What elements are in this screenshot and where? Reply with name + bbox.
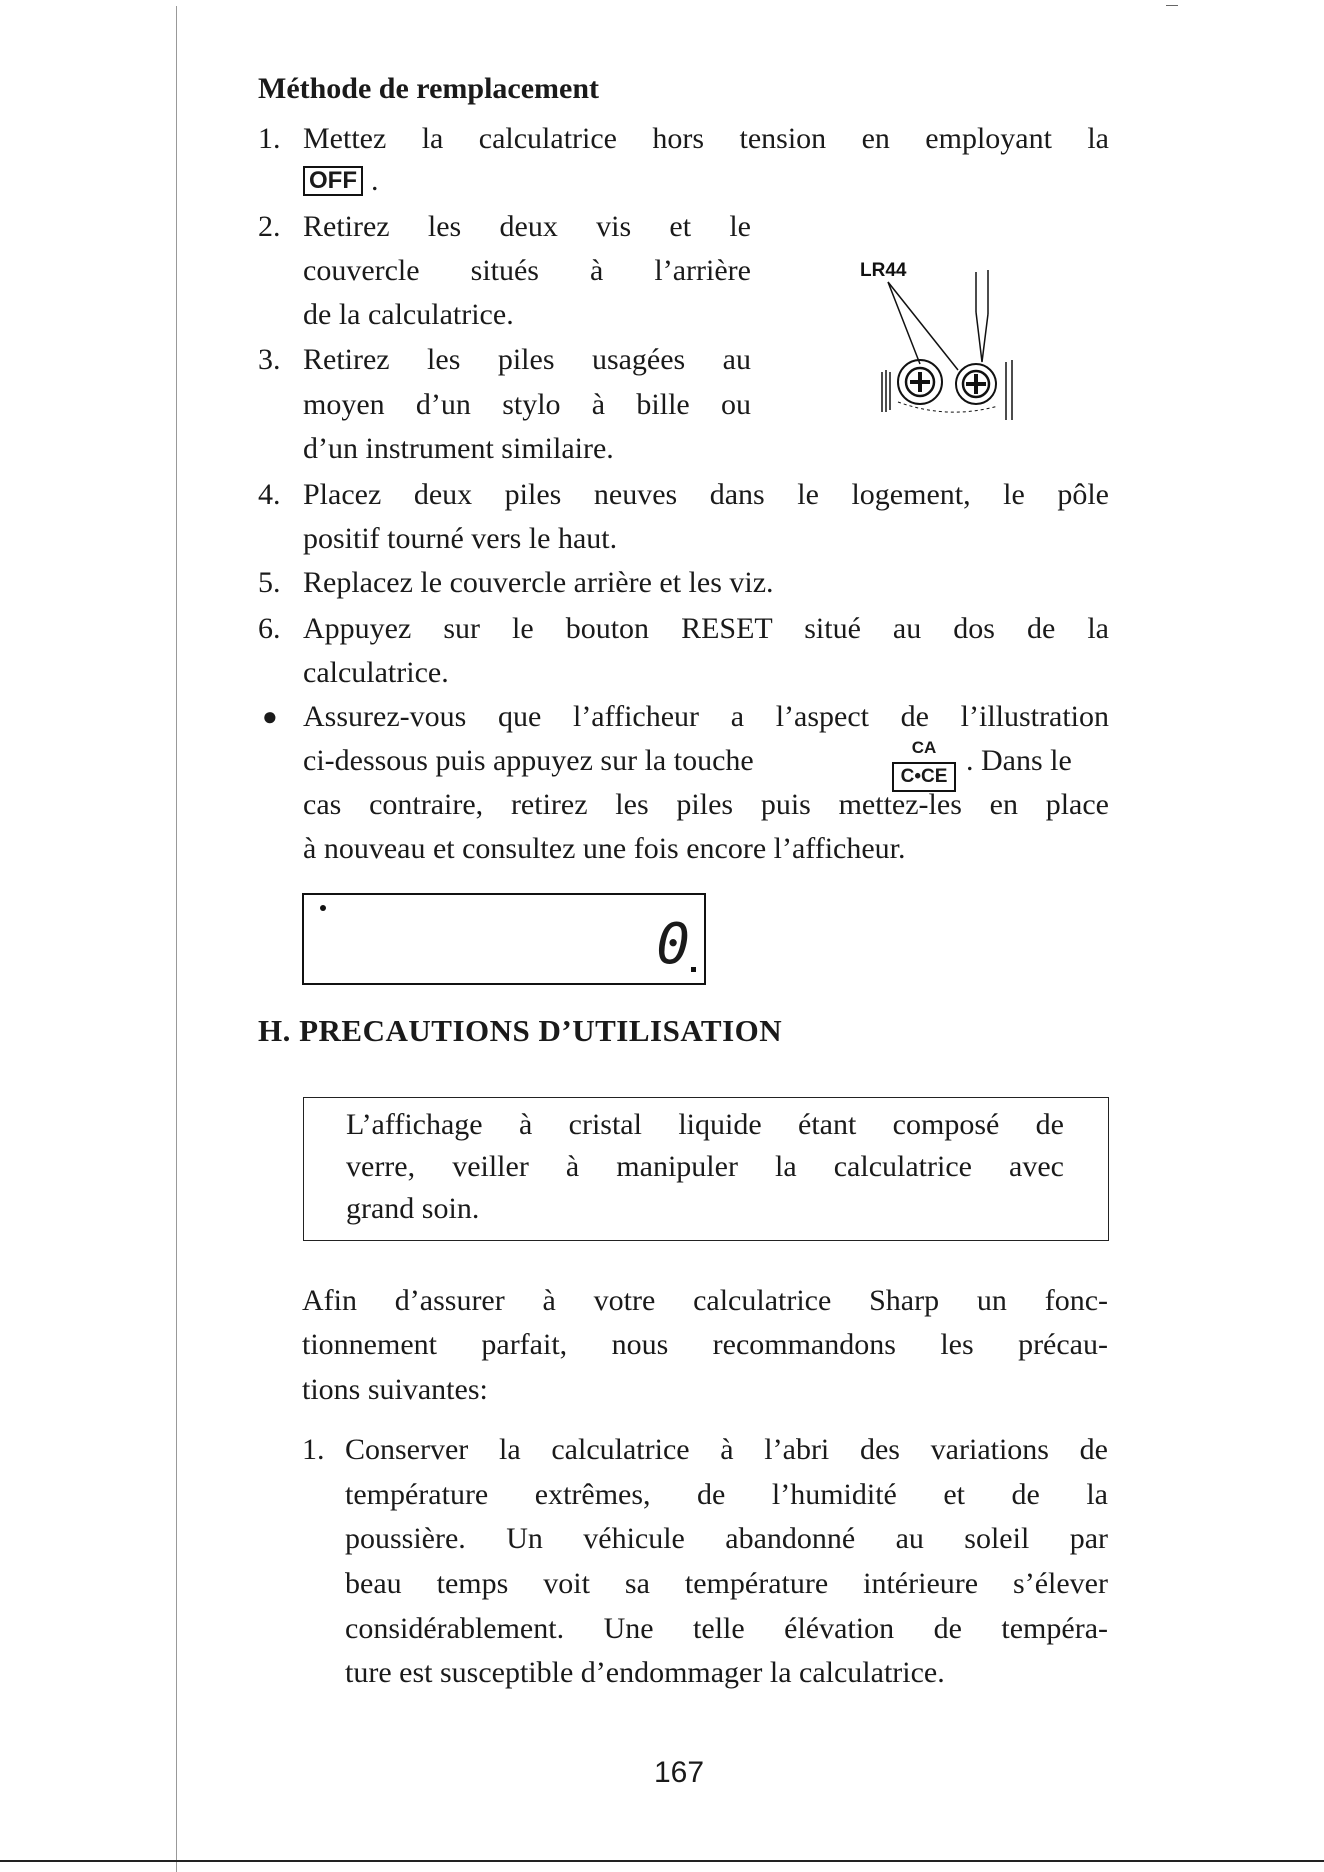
step-number: 3. [258,343,281,376]
warning-box [303,1097,1109,1241]
warning-line: L’affichage à cristal liquide étant composé de [346,1108,1064,1141]
step-line: Replacez le couvercle arrière et les viz. [303,566,774,599]
page-edge-bottom [0,1860,1324,1862]
step-number: 5. [258,566,281,599]
page-edge-left [176,6,177,1872]
bullet-line: ci-dessous puis appuyez sur la touche [303,744,754,777]
precaution-line: poussière. Un véhicule abandonné au soleil par [345,1522,1108,1555]
page-edge-mark [1166,5,1178,6]
warning-line: grand soin. [346,1192,480,1225]
precaution-line: température extrêmes, de l’humidité et de la [345,1478,1108,1511]
step-line: Retirez les deux vis et le [303,210,751,243]
bullet-line: à nouveau et consultez une fois encore l’afficheur. [303,832,906,865]
precaution-line: considérablement. Une telle élévation de tempéra- [345,1612,1108,1645]
step-line: positif tourné vers le haut. [303,522,618,555]
c-ce-key-label: C•CE [892,762,956,792]
lcd-display-illustration [302,893,706,985]
precaution-line: beau temps voit sa température intérieure s’élever [345,1567,1108,1600]
step-line: Appuyez sur le bouton RESET situé au dos de la [303,612,1109,645]
bullet-line-suffix: . Dans le [966,744,1072,777]
step-line: Retirez les piles usagées au [303,343,751,376]
step-number: 4. [258,478,281,511]
step-line: d’un instrument similaire. [303,432,614,465]
step-line-suffix: . [371,164,379,197]
lcd-decimal-point [691,967,696,972]
section-heading-replacement: Méthode de remplacement [258,72,600,105]
ca-key-top-label: CA [911,738,937,757]
precaution-line: Conserver la calculatrice à l’abri des variations de [345,1433,1108,1466]
section-title-precautions: H. PRECAUTIONS D’UTILISATION [258,1013,783,1048]
step-number: 6. [258,612,281,645]
off-key-reference [303,164,379,198]
battery-illustration [858,252,1028,432]
intro-line: tionnement parfait, nous recommandons les précau- [302,1328,1108,1361]
bullet-icon: ● [262,702,278,731]
off-key-label: OFF [303,166,363,196]
step-line: moyen d’un stylo à bille ou [303,388,751,421]
step-line: Mettez la calculatrice hors tension en employant la [303,122,1109,155]
intro-line: tions suivantes: [302,1373,488,1406]
battery-label: LR44 [860,260,907,281]
battery-figure [858,252,1028,437]
bullet-line: Assurez-vous que l’afficheur a l’aspect de l’illustration [303,700,1109,733]
intro-line: Afin d’assurer à votre calculatrice Sharp un fonc- [302,1284,1108,1317]
precaution-number: 1. [302,1433,325,1466]
precaution-line: ture est susceptible d’endommager la calculatrice. [345,1656,945,1689]
step-line: de la calculatrice. [303,298,514,331]
page-number: 167 [654,1756,705,1789]
warning-line: verre, veiller à manipuler la calculatrice avec [346,1150,1064,1183]
step-line: couvercle situés à l’arrière [303,254,751,287]
step-number: 1. [258,122,281,155]
step-line: calculatrice. [303,656,449,689]
bullet-line: cas contraire, retirez les piles puis mettez-les en place [303,788,1109,821]
lcd-indicator-dot [320,905,326,911]
step-number: 2. [258,210,281,243]
step-line: Placez deux piles neuves dans le logement, le pôle [303,478,1109,511]
lcd-digit: 0 [656,912,690,977]
